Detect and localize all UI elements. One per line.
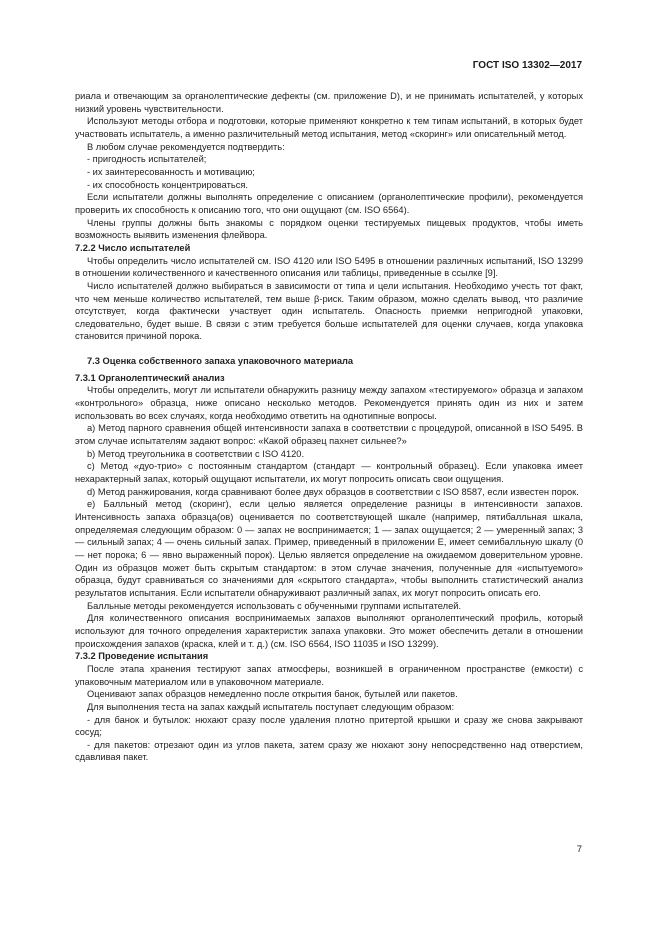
list-item: - пригодность испытателей; bbox=[87, 154, 207, 165]
paragraph: После этапа хранения тестируют запах атмосферы, возникшей в ограниченном пространстве (емкости) с упаковочным материалом или в упаковочном материале. bbox=[75, 663, 583, 687]
paragraph: Для выполнения теста на запах каждый испытатель поступает следующим образом: bbox=[87, 701, 455, 712]
paragraph: Чтобы определить число испытателей см. ISO 4120 или ISO 5495 в отношении различных испытаний, ISO 13299 в отношении количественного и качественного описания или таблицы, приведенные в ссылке [9]. bbox=[75, 255, 583, 279]
section-heading-7-2-2: 7.2.2 Число испытателей bbox=[75, 242, 191, 253]
section-heading-7-3-1: 7.3.1 Органолептический анализ bbox=[75, 372, 225, 383]
list-item: - их заинтересованность и мотивацию; bbox=[87, 166, 255, 177]
paragraph: Для количественного описания воспринимаемых запахов выполняют органолептический профиль, который используют для точного определения характеристик запаха упаковки. Это может обеспечить детали в отношении происхождения запахов (краска, клей и т. д.) (см. ISO 6564, ISO 11035 и ISO 13299). bbox=[75, 613, 583, 649]
paragraph: В любом случае рекомендуется подтвердить: bbox=[87, 141, 285, 152]
section-heading-7-3: 7.3 Оценка собственного запаха упаковочного материала bbox=[87, 356, 354, 367]
list-item: e) Балльный метод (скоринг), если целью является определение разницы в интенсивности запахов. Интенсивность запаха образца(ов) оценивается по соответствующей шкале (например, пятибалльная шкала, определяемая следующим образом: 0 — запах не воспринимается; 1 — запах ощущается; 2 — умеренный запах; 3 — сильный запах; 4 — очень сильный запах. Пример, приведенный в приложении E, имеет семибалльную шкалу (0 — нет порока; 6 — явно выраженный порок). Целью является определение на ожидаемом доверительном уровне. Один из образцов может быть скрытым стандартом: в этом случае значения, полученные для «испытуемого» образца, будут сравниваться со значениями для «скрытого стандарта», чтобы выполнить статистический анализ результатов испытания. Если испытатели обнаруживают различный запах, их могут попросить описать его. bbox=[75, 499, 583, 598]
body-text bbox=[75, 90, 583, 764]
paragraph: Чтобы определить, могут ли испытатели обнаружить разницу между запахом «тестируемого» образца и запахом «контрольного» образца, ниже описано несколько методов. Рекомендуется принять один из них и затем использовать во всех случаях, когда необходимо ответить на однотипные вопросы. bbox=[75, 385, 583, 421]
list-item: а) Метод парного сравнения общей интенсивности запаха в соответствии с процедурой, описанной в ISO 5495. В этом случае испытателям задают вопрос: «Какой образец пахнет сильнее?» bbox=[75, 423, 583, 447]
paragraph: Балльные методы рекомендуется использовать с обученными группами испытателей. bbox=[87, 600, 462, 611]
paragraph: Используют методы отбора и подготовки, которые применяют конкретно к тем типам испытаний, в которых будет участвовать испытатель, а именно различительный метод испытания, метод «скоринг» или описательный метод. bbox=[75, 116, 583, 139]
paragraph: риала и отвечающим за органолептические дефекты (см. приложение D), и не принимать испытателей, у которых низкий уровень чувствительности. bbox=[75, 91, 583, 114]
page-number: 7 bbox=[576, 844, 582, 855]
document-id: ГОСТ ISO 13302—2017 bbox=[472, 60, 582, 71]
paragraph: Оценивают запах образцов немедленно после открытия банок, бутылей или пакетов. bbox=[87, 689, 458, 700]
list-item: b) Метод треугольника в соответствии с ISO 4120. bbox=[87, 448, 305, 459]
paragraph: Число испытателей должно выбираться в зависимости от типа и цели испытания. Необходимо учесть тот факт, что чем меньше количество испытателей, тем выше β-риск. Таким образом, можно сделать вывод, что различие отсутствует, когда фактически участвует один испытатель. Опасность приемки непригодной упаковки, следовательно, будет выше. В связи с этим требуется больше испытателей для оценки случаев, когда упаковка становится причиной порока. bbox=[75, 280, 583, 342]
paragraph: Если испытатели должны выполнять определение с описанием (органолептические профили), рекомендуется проверить их способность к описанию того, что они ощущают (см. ISO 6564). bbox=[75, 192, 583, 215]
list-item: d) Метод ранжирования, когда сравнивают более двух образцов в соответствии с ISO 8587, если известен порок. bbox=[87, 486, 579, 497]
list-item: c) Метод «дуо-трио» с постоянным стандартом (стандарт — контрольный образец). Если упаковка имеет нехарактерный запах, который ощущают испытатели, их могут попросить описать свои ощущения. bbox=[75, 461, 583, 485]
list-item: - для банок и бутылок: нюхают сразу после удаления плотно притертой крышки и сразу же снова закрывают сосуд; bbox=[75, 714, 583, 738]
list-item: - для пакетов: отрезают один из углов пакета, затем сразу же нюхают зону непосредственно над отверстием, сдавливая пакет. bbox=[75, 739, 583, 763]
list-item: - их способность концентрироваться. bbox=[87, 179, 248, 190]
section-heading-7-3-2: 7.3.2 Проведение испытания bbox=[75, 651, 209, 662]
paragraph: Члены группы должны быть знакомы с порядком оценки тестируемых пищевых продуктов, чтобы иметь возможность выявить изменения флейвора. bbox=[75, 217, 583, 241]
